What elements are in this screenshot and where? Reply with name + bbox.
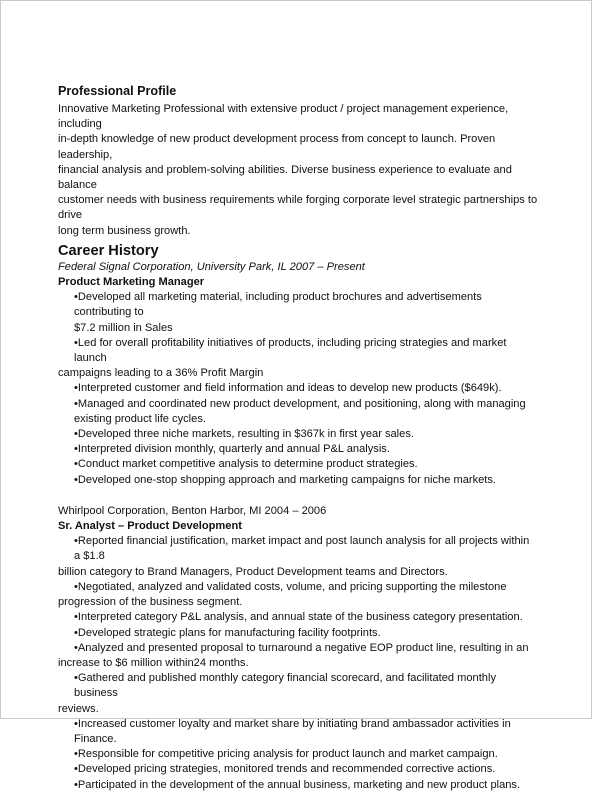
bullet-line: •Interpreted division monthly, quarterly and annual P&L analysis. — [74, 443, 390, 456]
profile-line: in-depth knowledge of new product development process from concept to launch. Proven leadership, — [58, 133, 496, 161]
professional-profile-heading: Professional Profile — [58, 84, 177, 98]
professional-profile-text — [58, 102, 538, 239]
bullet-line-cont: reviews. — [58, 702, 99, 715]
bullet-item — [58, 580, 538, 610]
bullet-line: •Analyzed and presented proposal to turnaround a negative EOP product line, resulting in an — [74, 641, 529, 654]
bullet-line: •Developed one-stop shopping approach and marketing campaigns for niche markets. — [74, 473, 496, 486]
profile-line: financial analysis and problem-solving abilities. Diverse business experience to evaluate and balance — [58, 163, 512, 192]
job-title: Product Marketing Manager — [58, 276, 205, 289]
employer-line: Whirlpool Corporation, Benton Harbor, MI 2004 – 2006 — [58, 504, 327, 517]
bullet-line: •Developed all marketing material, including product brochures and advertisements contributing to — [74, 291, 482, 319]
bullet-item — [58, 442, 538, 457]
bullet-line: •Negotiated, analyzed and validated costs, volume, and pricing supporting the milestone — [74, 580, 507, 593]
bullet-item — [58, 717, 538, 747]
bullet-line-cont: existing product life cycles. — [74, 412, 206, 425]
bullet-item — [58, 473, 538, 488]
bullet-item — [58, 671, 538, 717]
job-title: Sr. Analyst – Product Development — [58, 520, 242, 533]
bullet-line: •Developed pricing strategies, monitored trends and recommended corrective actions. — [74, 763, 496, 776]
bullet-line-cont: progression of the business segment. — [58, 596, 243, 609]
section-spacer — [58, 488, 538, 504]
bullet-item — [58, 290, 538, 336]
bullet-line-cont: increase to $6 million within24 months. — [58, 656, 249, 669]
bullet-item — [58, 534, 538, 580]
bullet-item — [58, 457, 538, 472]
resume-content — [58, 83, 538, 793]
bullet-item — [58, 762, 538, 777]
bullet-line-cont: campaigns leading to a 36% Profit Margin — [58, 367, 264, 380]
bullet-item — [58, 641, 538, 671]
job-entry — [58, 260, 538, 488]
bullet-line: •Led for overall profitability initiatives of products, including pricing strategies and market launch — [74, 336, 507, 365]
profile-line: customer needs with business requirements while forging corporate level strategic partnerships to drive — [58, 194, 538, 222]
employer-line: Federal Signal Corporation, University Park, IL 2007 – Present — [58, 260, 365, 273]
bullet-item — [58, 397, 538, 427]
bullet-line: •Gathered and published monthly category financial scorecard, and facilitated monthly business — [74, 672, 496, 700]
bullet-item — [58, 747, 538, 762]
bullet-item — [58, 381, 538, 396]
bullet-line: •Interpreted customer and field information and ideas to develop new products ($649k). — [74, 382, 502, 395]
bullet-line: •Developed strategic plans for manufacturing facility footprints. — [74, 626, 381, 639]
job-bullets — [58, 290, 538, 488]
bullet-item — [58, 626, 538, 641]
bullet-item — [58, 336, 538, 382]
bullet-item — [58, 778, 538, 793]
bullet-item — [58, 427, 538, 442]
bullet-line: •Interpreted category P&L analysis, and annual state of the business category presentation. — [74, 611, 523, 624]
bullet-line: •Developed three niche markets, resulting in $367k in first year sales. — [74, 428, 414, 441]
job-entry — [58, 504, 538, 793]
bullet-line: •Managed and coordinated new product development, and positioning, along with managing — [74, 397, 526, 410]
bullet-line: •Increased customer loyalty and market share by initiating brand ambassador activities in Finance. — [74, 717, 511, 745]
bullet-item — [58, 610, 538, 625]
bullet-line: •Conduct market competitive analysis to determine product strategies. — [74, 458, 418, 471]
bullet-line-cont: billion category to Brand Managers, Product Development teams and Directors. — [58, 565, 448, 578]
bullet-line: •Reported financial justification, market impact and post launch analysis for all projects within a $1.8 — [74, 535, 530, 563]
profile-line: Innovative Marketing Professional with extensive product / project management experience, including — [58, 103, 509, 131]
bullet-line: •Participated in the development of the annual business, marketing and new product plans. — [74, 778, 521, 791]
bullet-line: •Responsible for competitive pricing analysis for product launch and market campaign. — [74, 748, 498, 761]
bullet-line-cont: $7.2 million in Sales — [74, 321, 173, 334]
job-bullets — [58, 534, 538, 792]
career-history-heading: Career History — [58, 242, 159, 259]
profile-line: long term business growth. — [58, 224, 191, 237]
